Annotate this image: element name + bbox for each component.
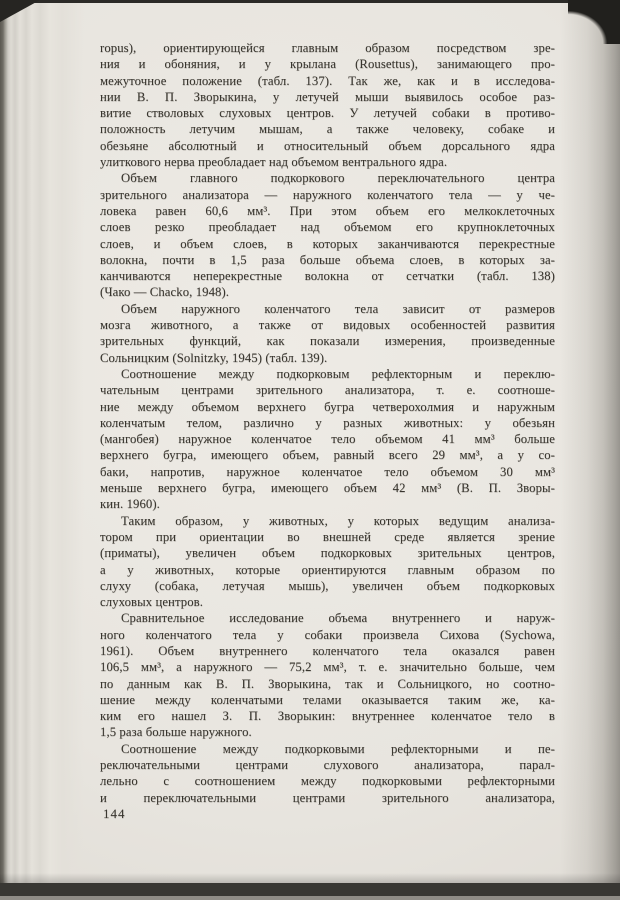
text-line: тором при ориентации во внешней среде является зрение bbox=[100, 529, 555, 544]
text-line: (приматы), увеличен объем подкорковых зрительных центров, bbox=[100, 546, 555, 561]
text-line: Сольницким (Solnitzky, 1945) (табл. 139). bbox=[100, 350, 328, 365]
text-line: положность летучим мышам, а также человеку, собаке и bbox=[100, 122, 555, 137]
text-line: ного коленчатого тела у собаки произвела Сихова (Sychowa, bbox=[100, 627, 555, 642]
text-line: Объем главного подкоркового переключательного центра bbox=[121, 171, 555, 186]
page-number: 144 bbox=[103, 806, 126, 821]
text-line: волокна, почти в 1,5 раза больше объема слоев, в которых за- bbox=[100, 252, 555, 267]
text-line: обезьяне абсолютный и относительный объем дорсального ядра bbox=[100, 138, 555, 153]
text-line: баки, напротив, наружное коленчатое тело объемом 30 мм³ bbox=[100, 464, 555, 479]
text-line: и переключательными центрами зрительного анализатора, bbox=[100, 790, 555, 805]
text-line: слуху (собака, летучая мышь), увеличен объем подкорковых bbox=[100, 578, 555, 593]
text-line: меньше верхнего бугра, имеющего объем 42 мм³ (В. П. Зворы- bbox=[100, 481, 555, 496]
page-curl-shadow-right bbox=[560, 3, 620, 883]
text-line: слоев резко преобладает над объемом его крупноклеточных bbox=[100, 220, 555, 235]
text-line: улиткового нерва преобладает над объемом вентрального ядра. bbox=[100, 155, 448, 170]
text-line: реключательными центрами слухового анализатора, парал- bbox=[100, 758, 555, 773]
page-stack-edge-left bbox=[0, 3, 84, 883]
text-line: Сравнительное исследование объема внутреннего и наруж- bbox=[121, 611, 555, 626]
text-line: Соотношение между подкорковым рефлекторным и переклю- bbox=[121, 366, 555, 381]
text-line: по данным как В. П. Зворыкина, так и Сольницкого, но соотно- bbox=[100, 676, 555, 691]
text-line: ловека равен 60,6 мм³. При этом объем его мелкоклеточных bbox=[100, 203, 555, 218]
text-line: мозга животного, а также от видовых особенностей развития bbox=[100, 318, 555, 333]
text-line: 1961). Объем внутреннего коленчатого тела оказался равен bbox=[100, 643, 555, 658]
text-line: 106,5 мм³, а наружного — 75,2 мм³, т. е. значительно больше, чем bbox=[100, 660, 555, 675]
text-line: нии В. П. Зворыкина, у летучей мыши выявилось особое раз- bbox=[100, 89, 555, 104]
text-line: шение между коленчатыми телами оказывается таким же, ка- bbox=[100, 692, 555, 707]
text-line: ropus), ориентирующейся главным образом посредством зре- bbox=[100, 41, 555, 55]
scanner-background-bottom bbox=[0, 896, 620, 900]
text-line: (мангобея) наружное коленчатое тело объемом 41 мм³ больше bbox=[100, 432, 555, 447]
text-line: (Чако — Chacko, 1948). bbox=[100, 285, 230, 300]
text-line: чательным центрами зрительного анализатора, т. е. соотноше- bbox=[100, 383, 555, 398]
text-line: лельно с соотношением между подкорковыми рефлекторными bbox=[100, 774, 555, 789]
text-line: ние между объемом верхнего бугра четверохолмия и наружным bbox=[100, 399, 555, 414]
body-text bbox=[100, 40, 555, 806]
text-line: слоев, и объем слоев, в которых заканчиваются перекрестные bbox=[100, 236, 555, 251]
text-line: витие стволовых слуховых центров. У летучей собаки в противо- bbox=[100, 106, 555, 121]
text-line: а у животных, которые ориентируются главным образом по bbox=[100, 562, 555, 577]
text-line: кин. 1960). bbox=[100, 497, 160, 512]
text-line: зрительных функций, как показали измерения, произведенные bbox=[100, 334, 555, 349]
text-line: слуховых центров. bbox=[100, 595, 204, 610]
text-line: верхнего бугра, имеющего объем, равный всего 29 мм³, а у со- bbox=[100, 448, 555, 463]
paper-bottom-shadow bbox=[0, 873, 620, 883]
text-line: коленчатым телом, различно у разных животных: у обезьян bbox=[100, 415, 555, 430]
text-line: ния и обоняния, и у крылана (Rousettus), занимающего про- bbox=[100, 57, 555, 72]
text-line: Соотношение между подкорковыми рефлекторными и пе- bbox=[121, 741, 555, 756]
text-line: зрительного анализатора — наружного коленчатого тела — у че- bbox=[100, 187, 555, 202]
text-line: Таким образом, у животных, у которых ведущим анализа- bbox=[121, 513, 555, 528]
book-corner-top-right bbox=[568, 0, 620, 44]
text-line: Объем наружного коленчатого тела зависит от размеров bbox=[121, 301, 555, 316]
scanner-background-top bbox=[0, 0, 620, 3]
text-line: 1,5 раза больше наружного. bbox=[100, 725, 252, 740]
text-line: канчиваются неперекрестные волокна от сетчатки (табл. 138) bbox=[100, 269, 555, 284]
text-line: ким его нашел З. П. Зворыкин: внутреннее коленчатое тело в bbox=[100, 709, 555, 724]
text-line: межуточное положение (табл. 137). Так же, как и в исследова- bbox=[100, 73, 555, 88]
